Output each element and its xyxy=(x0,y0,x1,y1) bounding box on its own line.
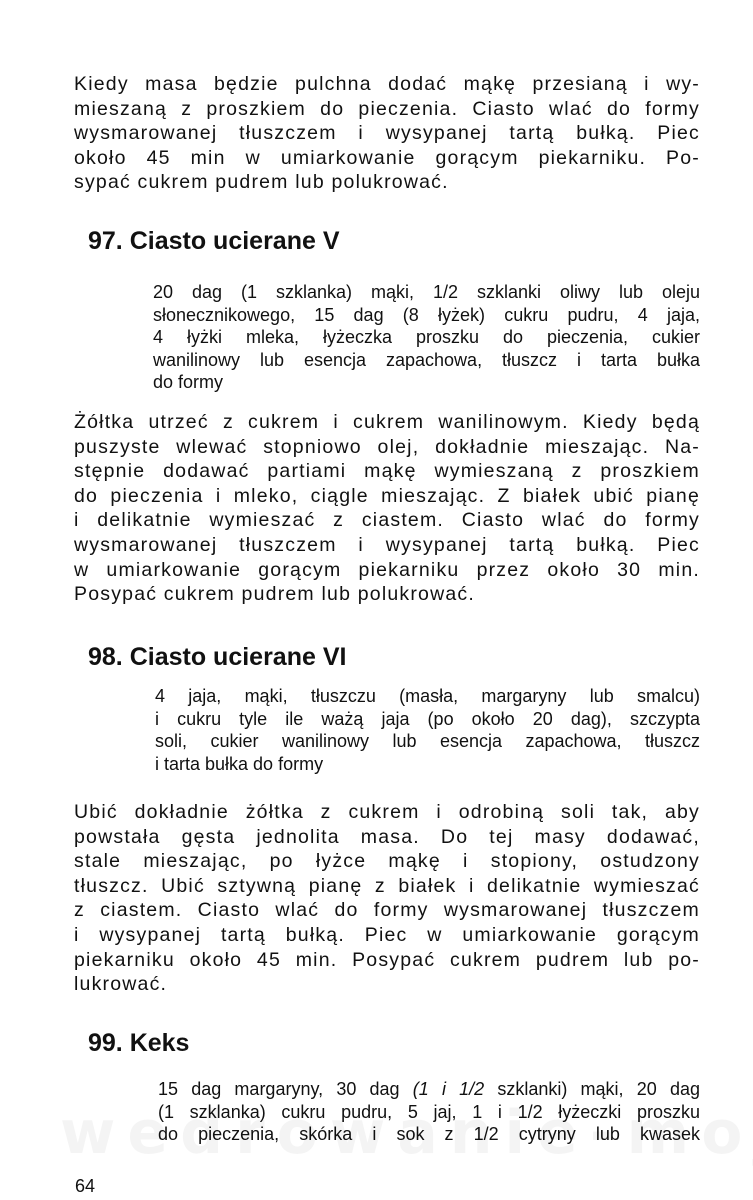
ingredient-line: 4 łyżki mleka, łyżeczka proszku do pieczenia, cukier xyxy=(153,327,700,348)
text-line: i wysypanej tartą bułką. Piec w umiarkowanie gorącym xyxy=(74,923,700,946)
ingredient-line: i tarta bułka do formy xyxy=(155,753,324,774)
ingredients-list xyxy=(155,685,700,775)
text-line: wysmarowanej tłuszczem i wysypanej tartą bułką. Piec xyxy=(74,533,700,556)
text-line: wysmarowanej tłuszczem i wysypanej tartą bułką. Piec xyxy=(74,122,700,145)
ingredient-line: soli, cukier wanilinowy lub esencja zapachowa, tłuszcz xyxy=(155,731,700,752)
text-line: Kiedy masa będzie pulchna dodać mąkę przesianą i wy- xyxy=(74,73,700,95)
text-line: sypać cukrem pudrem lub polukrować. xyxy=(74,171,449,194)
text-line: około 45 min w umiarkowanie gorącym piekarniku. Po- xyxy=(74,146,700,169)
text-line: tłuszcz. Ubić sztywną pianę z białek i delikatnie wymieszać xyxy=(74,874,700,897)
ingredient-line: 20 dag (1 szklanka) mąki, 1/2 szklanki oliwy lub oleju xyxy=(153,282,700,302)
intro-paragraph xyxy=(74,72,700,195)
ingredient-line: wanilinowy lub esencja zapachowa, tłuszcz i tarta bułka xyxy=(153,349,700,370)
ingredient-text: 15 dag margaryny, 30 dag xyxy=(158,1079,413,1099)
text-line: do pieczenia i mleko, ciągle mieszając. Z białek ubić pianę xyxy=(74,484,700,507)
text-line: piekarniku około 45 min. Posypać cukrem pudrem lub po- xyxy=(74,948,700,971)
method-paragraph xyxy=(74,410,700,607)
recipe-heading: 99. Keks xyxy=(88,1029,190,1057)
text-line: w umiarkowanie gorącym piekarniku przez około 30 min. xyxy=(74,558,700,581)
ingredient-line: do pieczenia, skórka i sok z 1/2 cytryny lub kwasek xyxy=(158,1124,700,1145)
text-line: Ubić dokładnie żółtka z cukrem i odrobiną soli tak, aby xyxy=(74,801,700,823)
text-line: puszyste wlewać stopniowo olej, dokładnie mieszając. Na- xyxy=(74,435,700,458)
page-number: 64 xyxy=(75,1176,96,1196)
text-line: mieszaną z proszkiem do pieczenia. Ciasto wlać do formy xyxy=(74,97,700,120)
method-paragraph xyxy=(74,800,700,997)
text-line: Posypać cukrem pudrem lub polukrować. xyxy=(74,583,475,606)
text-line: Żółtka utrzeć z cukrem i cukrem wanilinowym. Kiedy będą xyxy=(74,411,700,433)
ingredient-line: 4 jaja, mąki, tłuszczu (masła, margaryny lub smalcu) xyxy=(155,686,700,706)
ingredient-line: (1 szklanka) cukru pudru, 5 jaj, 1 i 1/2 łyżeczki proszku xyxy=(158,1101,700,1122)
text-line: z ciastem. Ciasto wlać do formy wysmarowanej tłuszczem xyxy=(74,899,700,922)
text-line: lukrować. xyxy=(74,973,168,996)
watermark xyxy=(60,1098,753,1168)
ingredient-text: szklanki) mąki, 20 dag xyxy=(484,1079,700,1099)
ingredient-italic-text: (1 i 1/2 xyxy=(412,1079,485,1099)
text-line: stale mieszając, po łyżce mąkę i stopiony, ostudzony xyxy=(74,850,700,873)
recipe-heading: 97. Ciasto ucierane V xyxy=(88,227,340,255)
text-line: i delikatnie wymieszać z ciastem. Ciasto wlać do formy xyxy=(74,509,700,532)
ingredient-line: do formy xyxy=(153,372,224,393)
text-line: stępnie dodawać partiami mąkę wymieszaną z proszkiem xyxy=(74,460,700,483)
ingredient-line: słonecznikowego, 15 dag (8 łyżek) cukru pudru, 4 jaja, xyxy=(153,304,700,325)
ingredients-list xyxy=(153,281,700,394)
recipe-heading: 98. Ciasto ucierane VI xyxy=(88,643,347,671)
ingredient-line: i cukru tyle ile ważą jaja (po około 20 dag), szczypta xyxy=(155,708,700,729)
text-line: powstała gęsta jednolita masa. Do tej masy dodawać, xyxy=(74,825,700,848)
